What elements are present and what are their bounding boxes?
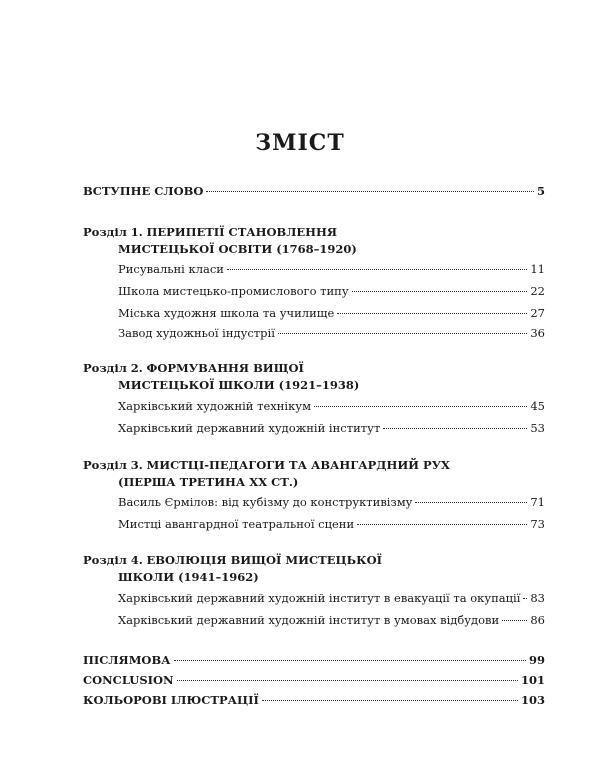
toc-entry-afterword[interactable] (83, 653, 545, 667)
toc-entry[interactable] (118, 326, 545, 340)
toc-page-number: 73 (530, 517, 545, 531)
toc-page-number: 22 (530, 284, 545, 298)
toc-entry[interactable] (118, 306, 545, 320)
toc-entry-label: ВСТУПНЕ СЛОВО (83, 184, 204, 198)
toc-page-number: 99 (528, 653, 545, 667)
toc-entry-label: Рисувальні класи (118, 262, 224, 276)
toc-entry-label: КОЛЬОРОВІ ІЛЮСТРАЦІЇ (83, 693, 259, 707)
toc-entry[interactable] (118, 613, 545, 627)
leader-dots (177, 680, 518, 681)
section-heading-4 (83, 552, 382, 586)
toc-page-number: 103 (520, 693, 545, 707)
section-title-line1: ПЕРИПЕТІЇ СТАНОВЛЕННЯ (146, 225, 338, 239)
toc-entry-intro[interactable] (83, 184, 545, 198)
leader-dots (278, 333, 527, 334)
toc-entry-label: Харківський художній технікум (118, 399, 312, 413)
toc-entry-label: CONCLUSION (83, 673, 174, 687)
toc-entry[interactable] (118, 399, 545, 413)
page-title: ЗМІСТ (255, 130, 345, 156)
section-number: Розділ 3. (83, 458, 143, 472)
leader-dots (383, 428, 527, 429)
section-title-line1: ФОРМУВАННЯ ВИЩОЇ (146, 361, 304, 375)
leader-dots (227, 269, 527, 270)
toc-entry[interactable] (118, 284, 545, 298)
section-title-line1: ЕВОЛЮЦІЯ ВИЩОЇ МИСТЕЦЬКОЇ (146, 553, 382, 567)
leader-dots (337, 313, 527, 314)
section-title-line1: МИСТЦІ-ПЕДАГОГИ ТА АВАНГАРДНИЙ РУХ (146, 458, 450, 472)
toc-entry[interactable] (118, 517, 545, 531)
section-title-line2: МИСТЕЦЬКОЇ ШКОЛИ (1921–1938) (118, 378, 360, 392)
toc-page-number: 27 (530, 306, 545, 320)
section-title-line2: МИСТЕЦЬКОЇ ОСВІТИ (1768–1920) (118, 242, 357, 256)
toc-entry[interactable] (118, 262, 545, 276)
toc-entry-label: ПІСЛЯМОВА (83, 653, 171, 667)
toc-entry-color-illustrations[interactable] (83, 693, 545, 707)
toc-entry[interactable] (118, 495, 545, 509)
toc-entry-label: Харківський державний художній інститут в евакуації та окупації (118, 591, 521, 605)
toc-page-number: 5 (536, 184, 545, 198)
leader-dots (523, 598, 527, 599)
section-number: Розділ 1. (83, 225, 143, 239)
toc-page-number: 45 (530, 399, 545, 413)
toc-page-number: 36 (530, 326, 545, 340)
toc-entry-label: Мистці авангардної театральної сцени (118, 517, 355, 531)
toc-entry-conclusion[interactable] (83, 673, 545, 687)
leader-dots (502, 620, 527, 621)
toc-entry-label: Харківський державний художній інститут в умовах відбудови (118, 613, 500, 627)
toc-page-number: 101 (520, 673, 545, 687)
leader-dots (357, 524, 527, 525)
toc-entry-label: Харківський державний художній інститут (118, 421, 381, 435)
section-title-line2: (ПЕРША ТРЕТИНА XX СТ.) (118, 475, 299, 489)
toc-entry-label: Школа мистецько-промислового типу (118, 284, 349, 298)
section-number: Розділ 2. (83, 361, 143, 375)
toc-entry-label: Завод художньої індустрії (118, 326, 275, 340)
toc-entry-label: Міська художня школа та училище (118, 306, 335, 320)
leader-dots (352, 291, 528, 292)
leader-dots (415, 502, 527, 503)
toc-page-number: 11 (530, 262, 545, 276)
leader-dots (262, 700, 518, 701)
toc-entry[interactable] (118, 421, 545, 435)
section-heading-2 (83, 360, 359, 394)
leader-dots (314, 406, 527, 407)
toc-page-number: 83 (530, 591, 545, 605)
section-heading-1 (83, 224, 357, 258)
toc-page-number: 86 (530, 613, 545, 627)
toc-entry-label: Василь Єрмілов: від кубізму до конструктивізму (118, 495, 413, 509)
toc-entry[interactable] (118, 591, 545, 605)
section-heading-3 (83, 457, 450, 491)
toc-page-number: 71 (530, 495, 545, 509)
section-number: Розділ 4. (83, 553, 143, 567)
leader-dots (206, 191, 534, 192)
leader-dots (174, 660, 526, 661)
section-title-line2: ШКОЛИ (1941–1962) (118, 570, 259, 584)
toc-page-number: 53 (530, 421, 545, 435)
